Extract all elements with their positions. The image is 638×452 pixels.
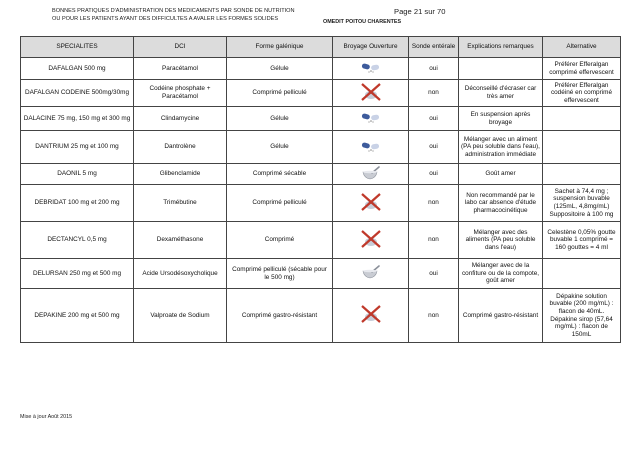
alternative-cell	[543, 164, 621, 185]
dci-cell: Trimébutine	[134, 185, 227, 222]
specialite-cell: DEBRIDAT 100 mg et 200 mg	[21, 185, 134, 222]
broyage-cell	[333, 185, 409, 222]
specialite-cell: DEPAKINE 200 mg et 500 mg	[21, 289, 134, 343]
broyage-cell	[333, 164, 409, 185]
alternative-cell: Sachet à 74,4 mg ; suspension buvable (125mL, 4,8mg/mL) Suppositoire à 100 mg	[543, 185, 621, 222]
update-date: Mise à jour Août 2015	[20, 414, 73, 420]
broyage-cell	[333, 107, 409, 131]
broyage-cell	[333, 222, 409, 259]
table-row	[21, 259, 621, 289]
sonde-cell: non	[409, 289, 459, 343]
explications-cell: Comprimé gastro-résistant	[459, 289, 543, 343]
alternative-cell: Préférer Efferalgan codéiné en comprimé effervescent	[543, 80, 621, 107]
crossed-out-icon	[360, 82, 382, 105]
explications-cell: En suspension après broyage	[459, 107, 543, 131]
specialite-cell: DALACINE 75 mg, 150 mg et 300 mg	[21, 107, 134, 131]
specialite-cell: DAFALGAN 500 mg	[21, 58, 134, 80]
broyage-cell	[333, 58, 409, 80]
crossed-out-icon	[360, 192, 382, 215]
dci-cell: Clindamycine	[134, 107, 227, 131]
specialite-cell: DANTRIUM 25 mg et 100 mg	[21, 131, 134, 164]
alternative-cell: Dépakine solution buvable (200 mg/mL) : flacon de 40mL. Dépakine sirop (57,64 mg/mL) : flacon de 150mL	[543, 289, 621, 343]
crossed-out-icon	[360, 304, 382, 327]
explications-cell: Mélanger avec un aliment (PA peu soluble dans l'eau), administration immédiate	[459, 131, 543, 164]
table-row	[21, 289, 621, 343]
explications-cell: Mélanger avec des aliments (PA peu soluble dans l'eau)	[459, 222, 543, 259]
header-line-1: BONNES PRATIQUES D'ADMINISTRATION DES MEDICAMENTS PAR SONDE DE NUTRITION	[52, 8, 295, 14]
broyage-cell	[333, 131, 409, 164]
table-row	[21, 164, 621, 185]
forme-cell: Comprimé pelliculé (sécable pour le 500 mg)	[227, 259, 333, 289]
column-header: Explications remarques	[459, 37, 543, 58]
header-line-2: OU POUR LES PATIENTS AYANT DES DIFFICULTES A AVALER LES FORMES SOLIDES	[52, 15, 279, 22]
specialite-cell: DAFALGAN CODEINE 500mg/30mg	[21, 80, 134, 107]
table-row	[21, 222, 621, 259]
specialite-cell: DECTANCYL 0,5 mg	[21, 222, 134, 259]
sonde-cell: oui	[409, 58, 459, 80]
crossed-out-icon	[360, 229, 382, 252]
sonde-cell: oui	[409, 164, 459, 185]
table-header-row	[21, 37, 621, 58]
capsule-open-icon	[360, 140, 382, 155]
forme-cell: Gélule	[227, 131, 333, 164]
sonde-cell: oui	[409, 259, 459, 289]
forme-cell: Comprimé	[227, 222, 333, 259]
page-number: Page 21 sur 70	[394, 7, 446, 16]
explications-cell: Déconseillé d'écraser car très amer	[459, 80, 543, 107]
forme-cell: Comprimé pelliculé	[227, 80, 333, 107]
dci-cell: Glibenclamide	[134, 164, 227, 185]
alternative-cell: Préférer Efferalgan comprimé effervescent	[543, 58, 621, 80]
forme-cell: Comprimé pelliculé	[227, 185, 333, 222]
dci-cell: Acide Ursodésoxycholique	[134, 259, 227, 289]
sonde-cell: oui	[409, 131, 459, 164]
mortar-icon	[361, 166, 381, 183]
explications-cell: Non recommandé par le labo car absence d'étude pharmacocinétique	[459, 185, 543, 222]
column-header: Broyage Ouverture	[333, 37, 409, 58]
explications-cell: Mélanger avec de la confiture ou de la compote, goût amer	[459, 259, 543, 289]
broyage-cell	[333, 80, 409, 107]
sonde-cell: non	[409, 80, 459, 107]
sonde-cell: non	[409, 185, 459, 222]
capsule-open-icon	[360, 61, 382, 76]
explications-cell	[459, 58, 543, 80]
column-header: DCI	[134, 37, 227, 58]
broyage-cell	[333, 289, 409, 343]
sonde-cell: oui	[409, 107, 459, 131]
table-row	[21, 80, 621, 107]
broyage-cell	[333, 259, 409, 289]
specialite-cell: DAONIL 5 mg	[21, 164, 134, 185]
forme-cell: Gélule	[227, 107, 333, 131]
sonde-cell: non	[409, 222, 459, 259]
dci-cell: Codéine phosphate + Paracétamol	[134, 80, 227, 107]
document-header	[52, 8, 352, 23]
dci-cell: Dantrolène	[134, 131, 227, 164]
explications-cell: Goût amer	[459, 164, 543, 185]
specialite-cell: DELURSAN 250 mg et 500 mg	[21, 259, 134, 289]
mortar-icon	[361, 265, 381, 282]
dci-cell: Paracétamol	[134, 58, 227, 80]
organization-name: OMEDIT POITOU CHARENTES	[323, 19, 402, 25]
forme-cell: Gélule	[227, 58, 333, 80]
alternative-cell	[543, 131, 621, 164]
column-header: SPECIALITES	[21, 37, 134, 58]
table-row	[21, 185, 621, 222]
alternative-cell	[543, 107, 621, 131]
capsule-open-icon	[360, 111, 382, 126]
alternative-cell	[543, 259, 621, 289]
alternative-cell: Celestène 0,05% goutte buvable 1 comprimé = 160 gouttes = 4 ml	[543, 222, 621, 259]
column-header: Sonde entérale	[409, 37, 459, 58]
dci-cell: Valproate de Sodium	[134, 289, 227, 343]
forme-cell: Comprimé sécable	[227, 164, 333, 185]
column-header: Forme galénique	[227, 37, 333, 58]
table-row	[21, 131, 621, 164]
table-row	[21, 107, 621, 131]
column-header: Alternative	[543, 37, 621, 58]
medication-table	[20, 36, 621, 343]
table-row	[21, 58, 621, 80]
forme-cell: Comprimé gastro-résistant	[227, 289, 333, 343]
dci-cell: Dexaméthasone	[134, 222, 227, 259]
